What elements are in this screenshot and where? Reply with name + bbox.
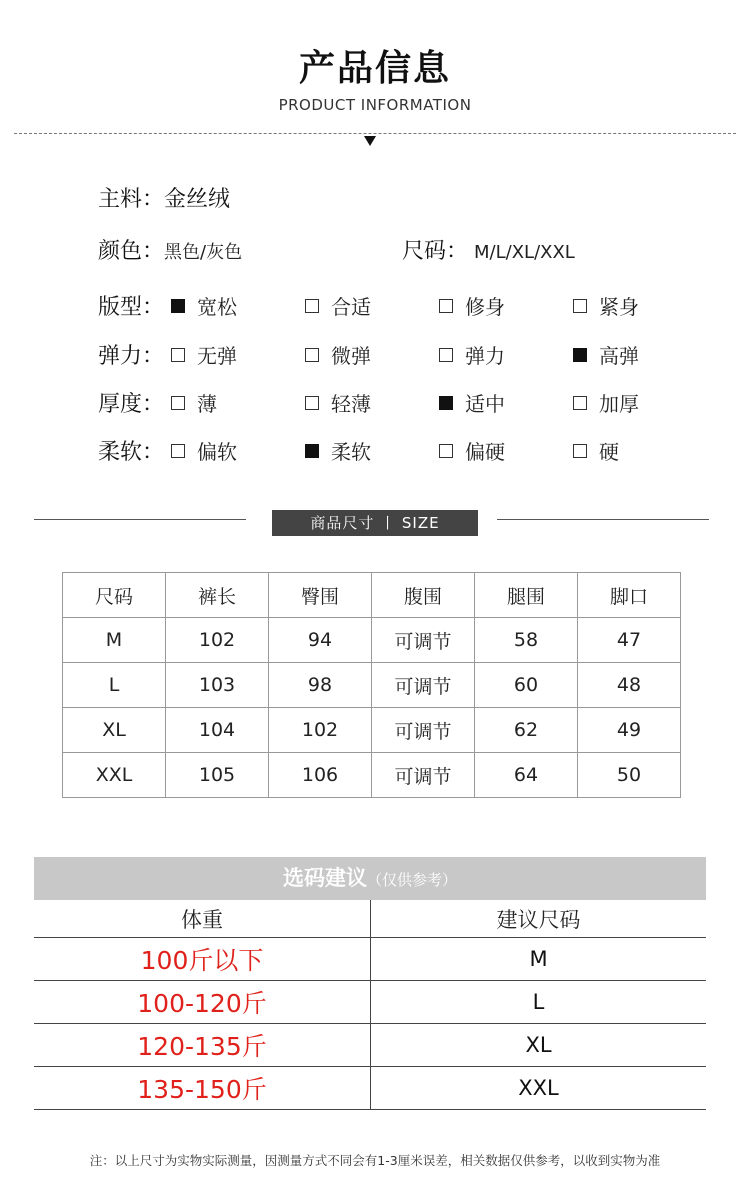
attribute-option — [573, 436, 619, 465]
attribute-label: 版型： — [98, 295, 165, 320]
recommendation-row — [34, 1067, 706, 1110]
recommendation-title: 选码建议 — [282, 866, 367, 890]
size-table-cell: 可调节 — [372, 618, 475, 663]
recommendation-note: （仅供参考） — [366, 871, 457, 889]
page-title: 产品信息 — [298, 48, 451, 89]
recommendation-row — [34, 1024, 706, 1067]
attribute-option — [171, 340, 237, 369]
attribute-option — [439, 340, 505, 369]
attribute-option — [305, 436, 371, 465]
recommendation-row — [34, 938, 706, 981]
unchecked-box-icon — [439, 348, 453, 362]
size-table-row — [63, 618, 681, 663]
size-table-header-cell: 臀围 — [269, 573, 372, 618]
recommendation-row — [34, 981, 706, 1024]
color-label: 颜色： — [98, 239, 165, 264]
size-table-cell: 60 — [475, 663, 578, 708]
attribute-option-text: 薄 — [197, 392, 217, 416]
attribute-option-text: 微弹 — [331, 344, 371, 368]
material-value: 金丝绒 — [164, 187, 231, 212]
unchecked-box-icon — [305, 299, 319, 313]
size-table-cell: 可调节 — [372, 753, 475, 798]
unchecked-box-icon — [573, 396, 587, 410]
attribute-option-text: 宽松 — [197, 295, 237, 319]
section-line-left — [34, 519, 246, 520]
weight-cell: 135-150斤 — [34, 1067, 371, 1110]
size-label: 尺码： — [402, 239, 469, 264]
size-section-badge: 商品尺寸 丨 SIZE — [272, 510, 478, 536]
size-table-header-cell: 裤长 — [166, 573, 269, 618]
attribute-option-text: 偏软 — [197, 440, 237, 464]
size-table-header-cell: 腿围 — [475, 573, 578, 618]
size-table-cell: 49 — [578, 708, 681, 753]
attribute-option — [305, 388, 371, 417]
size-table-cell: 106 — [269, 753, 372, 798]
size-table-cell: 104 — [166, 708, 269, 753]
size-table-header-cell: 腹围 — [372, 573, 475, 618]
attribute-option — [171, 436, 237, 465]
checked-box-icon — [573, 348, 587, 362]
attribute-option — [439, 388, 505, 417]
size-table-cell: 62 — [475, 708, 578, 753]
attribute-option — [171, 388, 217, 417]
attribute-label: 柔软： — [98, 440, 165, 465]
recommendation-header — [34, 857, 706, 900]
unchecked-box-icon — [171, 444, 185, 458]
size-table-cell: 58 — [475, 618, 578, 663]
attribute-option — [439, 436, 505, 465]
size-table-cell: 103 — [166, 663, 269, 708]
unchecked-box-icon — [573, 299, 587, 313]
size-row — [402, 234, 575, 265]
recommended-size-cell: XXL — [371, 1067, 707, 1110]
material-label: 主料： — [98, 187, 165, 212]
attribute-option-text: 硬 — [599, 440, 619, 464]
material-row — [98, 182, 230, 213]
attribute-option — [439, 291, 505, 320]
unchecked-box-icon — [573, 444, 587, 458]
recommended-size-cell: L — [371, 981, 707, 1024]
down-triangle-icon — [364, 136, 376, 146]
size-table-row — [63, 708, 681, 753]
section-line-right — [497, 519, 709, 520]
attribute-option-text: 柔软 — [331, 440, 371, 464]
size-table-cell: L — [63, 663, 166, 708]
size-table-row — [63, 663, 681, 708]
unchecked-box-icon — [439, 444, 453, 458]
checked-box-icon — [171, 299, 185, 313]
attribute-option — [573, 291, 639, 320]
attribute-option-text: 合适 — [331, 295, 371, 319]
size-table-cell: 105 — [166, 753, 269, 798]
size-table-cell: 94 — [269, 618, 372, 663]
size-table — [62, 572, 681, 798]
size-table-row — [63, 753, 681, 798]
size-table-header-cell: 尺码 — [63, 573, 166, 618]
color-row — [98, 234, 242, 265]
weight-cell: 120-135斤 — [34, 1024, 371, 1067]
recommendation-table — [34, 900, 706, 1110]
checked-box-icon — [439, 396, 453, 410]
recommendation-header-cell: 体重 — [34, 900, 371, 938]
unchecked-box-icon — [171, 348, 185, 362]
attribute-option — [573, 340, 639, 369]
attribute-option — [171, 291, 237, 320]
recommendation-table-header — [34, 900, 706, 938]
weight-cell: 100-120斤 — [34, 981, 371, 1024]
size-table-cell: 50 — [578, 753, 681, 798]
footnote: 注：以上尺寸为实物实际测量，因测量方式不同会有1-3厘米误差，相关数据仅供参考，以收到实物为准 — [89, 1153, 661, 1168]
color-value: 黑色/灰色 — [164, 242, 243, 263]
attribute-option-text: 轻薄 — [331, 392, 371, 416]
unchecked-box-icon — [439, 299, 453, 313]
size-table-cell: 可调节 — [372, 708, 475, 753]
page-subtitle: PRODUCT INFORMATION — [278, 96, 472, 114]
size-table-header-cell: 脚口 — [578, 573, 681, 618]
size-value: M/L/XL/XXL — [474, 242, 575, 263]
recommended-size-cell: XL — [371, 1024, 707, 1067]
attribute-option-text: 加厚 — [599, 392, 639, 416]
size-table-cell: 98 — [269, 663, 372, 708]
recommendation-header-cell: 建议尺码 — [371, 900, 707, 938]
size-table-cell: 64 — [475, 753, 578, 798]
unchecked-box-icon — [305, 396, 319, 410]
attribute-option-text: 偏硬 — [465, 440, 505, 464]
unchecked-box-icon — [305, 348, 319, 362]
size-table-cell: 48 — [578, 663, 681, 708]
size-table-cell: XL — [63, 708, 166, 753]
attribute-option-text: 无弹 — [197, 344, 237, 368]
size-table-cell: 102 — [166, 618, 269, 663]
attribute-label: 弹力： — [98, 344, 165, 369]
attribute-label: 厚度： — [98, 392, 165, 417]
attribute-option-text: 弹力 — [465, 344, 505, 368]
attribute-option-text: 适中 — [465, 392, 505, 416]
dashed-divider — [14, 133, 736, 134]
unchecked-box-icon — [171, 396, 185, 410]
attribute-option-text: 高弹 — [599, 344, 639, 368]
size-table-cell: 可调节 — [372, 663, 475, 708]
size-table-header — [63, 573, 681, 618]
attribute-option — [573, 388, 639, 417]
size-table-cell: 102 — [269, 708, 372, 753]
attribute-option — [305, 291, 371, 320]
size-table-cell: XXL — [63, 753, 166, 798]
recommended-size-cell: M — [371, 938, 707, 981]
checked-box-icon — [305, 444, 319, 458]
size-table-cell: 47 — [578, 618, 681, 663]
attribute-option-text: 修身 — [465, 295, 505, 319]
weight-cell: 100斤以下 — [34, 938, 371, 981]
attribute-option — [305, 340, 371, 369]
size-table-cell: M — [63, 618, 166, 663]
attribute-option-text: 紧身 — [599, 295, 639, 319]
